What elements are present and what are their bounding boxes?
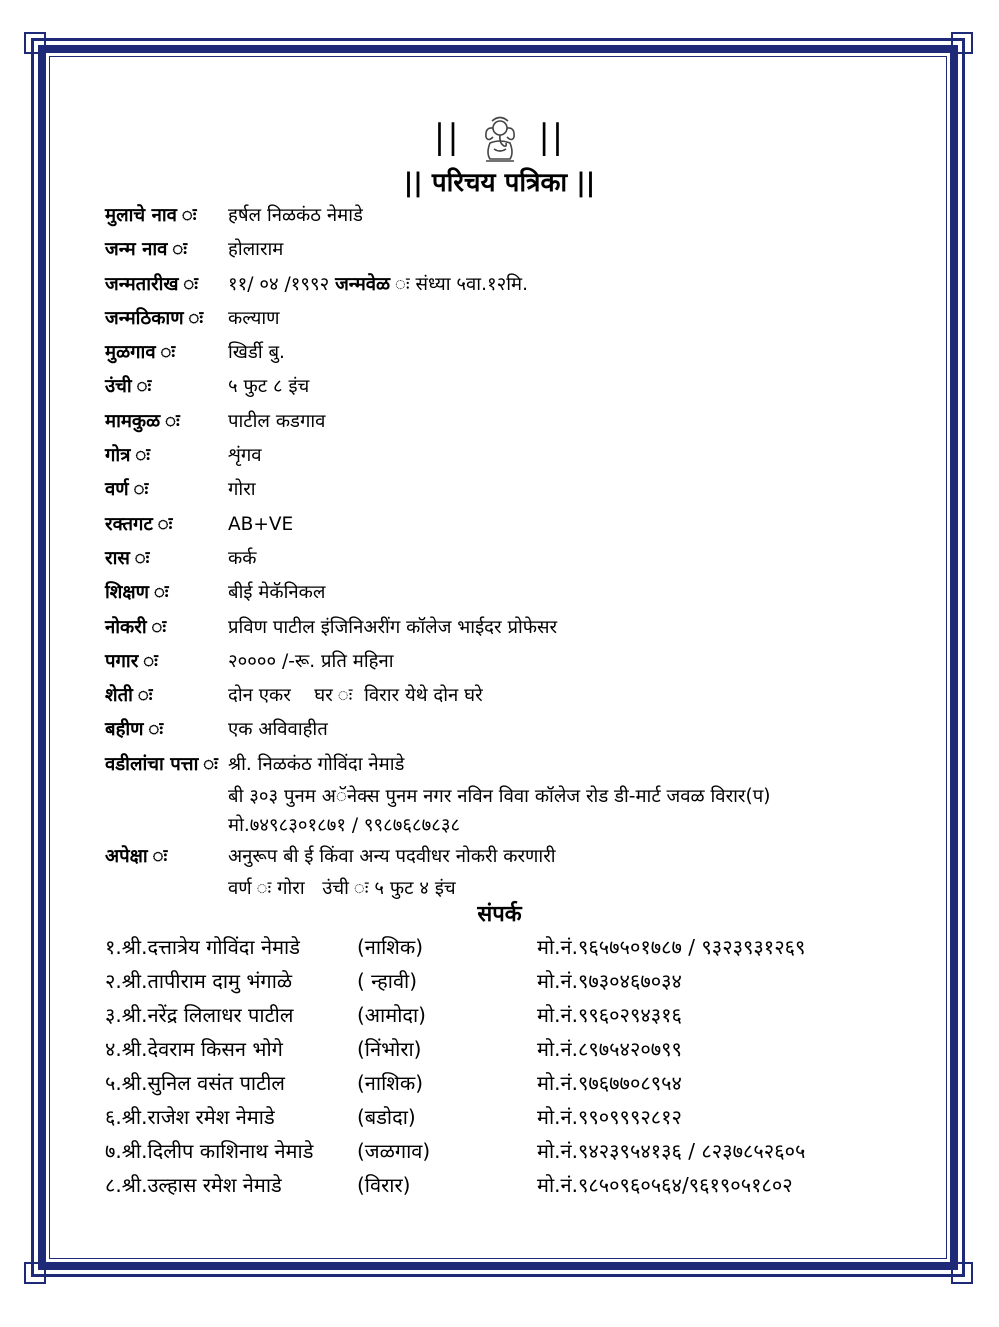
field-value: खिर्डी बु. — [228, 342, 285, 364]
field-label: वर्ण ः — [105, 479, 149, 501]
contact-phone: मो.नं.९६५७५०१७८७ / ९३२३९३१२६९ — [537, 935, 806, 959]
contact-row — [105, 964, 965, 998]
field-dob — [105, 268, 965, 302]
contact-place: (निंभोरा) — [357, 1037, 422, 1061]
field-value: शृंगव — [228, 445, 262, 467]
address-line-3: मो.७४९८३०१८७१ / ९९८७६८७८३८ — [228, 815, 461, 837]
contact-row — [105, 1100, 965, 1134]
corner-ornament-top-right — [951, 32, 973, 54]
field-label: मुलाचे नाव ः — [105, 205, 197, 226]
corner-ornament-bottom-left — [24, 1262, 46, 1284]
field-address — [105, 748, 965, 782]
field-value: कर्क — [228, 547, 257, 569]
field-label: वडीलांचा पत्ता ः — [105, 753, 218, 775]
field-mamkul — [105, 405, 965, 439]
field-label: शेती ः — [105, 685, 153, 707]
contact-name: ३.श्री.नरेंद्र लिलाधर पाटील — [105, 1003, 294, 1027]
field-complexion — [105, 473, 965, 507]
field-value: AB+VE — [228, 513, 294, 535]
field-label: बहीण ः — [105, 719, 164, 741]
field-blood-group — [105, 508, 965, 542]
contact-row — [105, 1066, 965, 1100]
contact-phone: मो.नं.९९६०२९४३१६ — [537, 1003, 682, 1027]
field-value: बीई मेकॅनिकल — [228, 582, 326, 604]
field-birth-name — [105, 233, 965, 267]
contact-row — [105, 1134, 965, 1168]
field-value: पाटील कडगाव — [228, 410, 326, 432]
field-value: २०००० /-रू. प्रति महिना — [228, 650, 394, 672]
birth-time-label: जन्मवेळ — [335, 273, 391, 295]
field-value: गोरा — [228, 479, 256, 501]
invocation-bars-right: || — [538, 117, 566, 157]
contact-place: ( न्हावी) — [357, 969, 418, 993]
field-job — [105, 611, 965, 645]
field-height — [105, 370, 965, 404]
field-label: शिक्षण ः — [105, 582, 169, 604]
field-gotra — [105, 439, 965, 473]
field-label: उंची ः — [105, 376, 152, 398]
field-sister — [105, 713, 965, 747]
field-label: जन्म नाव ः — [105, 239, 187, 261]
contact-place: (जळगाव) — [357, 1139, 431, 1163]
field-value: दोन एकर घर ः विरार येथे दोन घरे — [228, 685, 483, 707]
contact-place: (नाशिक) — [357, 935, 424, 959]
contact-name: १.श्री.दत्तात्रेय गोविंदा नेमाडे — [105, 935, 300, 959]
field-salary — [105, 645, 965, 679]
field-native — [105, 336, 965, 370]
contact-row — [105, 1032, 965, 1066]
field-label: मुळगाव ः — [105, 342, 176, 364]
contact-phone: मो.नं.९९०९९९२८१२ — [537, 1105, 682, 1129]
field-education — [105, 576, 965, 610]
field-value: ५ फुट ८ इंच — [228, 376, 310, 398]
contact-phone: मो.नं.९७३०४६७०३४ — [537, 969, 682, 993]
contact-phone: मो.नं.९४२३९५४१३६ / ८२३७८५२६०५ — [537, 1139, 806, 1163]
contact-phone: मो.नं.९७६७७०८९५४ — [537, 1071, 682, 1095]
address-continuation — [105, 811, 965, 840]
contact-list — [105, 930, 965, 1202]
field-label: जन्मठिकाण ः — [105, 307, 204, 329]
field-farm — [105, 679, 965, 713]
biodata-fields — [105, 199, 965, 903]
corner-ornament-bottom-right — [951, 1262, 973, 1284]
ganesh-icon — [478, 113, 522, 165]
invocation-bars-left: || — [433, 117, 461, 157]
field-label: अपेक्षा ः — [105, 846, 168, 868]
field-label: जन्मतारीख ः — [105, 273, 199, 295]
contact-name: ७.श्री.दिलीप काशिनाथ नेमाडे — [105, 1139, 314, 1163]
contact-section-title: संपर्क — [477, 902, 522, 927]
contact-name: ८.श्री.उल्हास रमेश नेमाडे — [105, 1173, 282, 1197]
contact-name: ६.श्री.राजेश रमेश नेमाडे — [105, 1105, 275, 1129]
contact-name: ५.श्री.सुनिल वसंत पाटील — [105, 1071, 285, 1095]
contact-phone: मो.नं.८९७५४२०७९९ — [537, 1037, 682, 1061]
address-line-1: श्री. निळकंठ गोविंदा नेमाडे — [228, 753, 405, 775]
address-continuation — [105, 782, 965, 811]
corner-ornament-top-left — [24, 32, 46, 54]
contact-phone: मो.नं.९८५०९६०५६४/९६१९०५१८०२ — [537, 1173, 793, 1197]
contact-name: २.श्री.तापीराम दामु भंगाळे — [105, 969, 293, 993]
contact-name: ४.श्री.देवराम किसन भोगे — [105, 1037, 283, 1061]
field-label: पगार ः — [105, 650, 158, 672]
expectation-line-2: वर्ण ः गोरा उंची ः ५ फुट ४ इंच — [228, 878, 456, 900]
contact-place: (विरार) — [357, 1173, 411, 1197]
field-value: प्रविण पाटील इंजिनिअरींग कॉलेज भाईदर प्रोफेसर — [228, 616, 558, 638]
field-expectation — [105, 840, 965, 874]
contact-place: (बडोदा) — [357, 1105, 416, 1129]
birth-time-value: ः संध्या ५वा.१२मि. — [409, 273, 528, 295]
expectation-line-1: अनुरूप बी ई किंवा अन्य पदवीधर नोकरी करणारी — [228, 846, 556, 868]
contact-row — [105, 1168, 965, 1202]
dob-value: ११/ ०४ /१९९२ — [228, 273, 330, 295]
field-label: नोकरी ः — [105, 616, 167, 638]
field-label: गोत्र ः — [105, 445, 150, 467]
field-value: हर्षल निळकंठ नेमाडे — [228, 205, 363, 226]
contact-row — [105, 930, 965, 964]
field-value: होलाराम — [228, 239, 284, 261]
field-name — [105, 199, 965, 233]
contact-row — [105, 998, 965, 1032]
field-label: रक्तगट ः — [105, 513, 173, 535]
field-label: रास ः — [105, 547, 150, 569]
invocation — [0, 112, 999, 165]
field-value: एक अविवाहीत — [228, 719, 328, 741]
field-value: कल्याण — [228, 307, 280, 329]
contact-place: (नाशिक) — [357, 1071, 424, 1095]
document-title: || परिचय पत्रिका || — [403, 168, 596, 198]
field-rashi — [105, 542, 965, 576]
field-value — [228, 268, 528, 302]
address-line-2: बी ३०३ पुनम अॅनेक्स पुनम नगर नविन विवा कॉलेज रोड डी-मार्ट जवळ विरार(प) — [228, 786, 771, 808]
field-label: मामकुळ ः — [105, 410, 180, 432]
contact-place: (आमोदा) — [357, 1003, 426, 1027]
field-birthplace — [105, 302, 965, 336]
